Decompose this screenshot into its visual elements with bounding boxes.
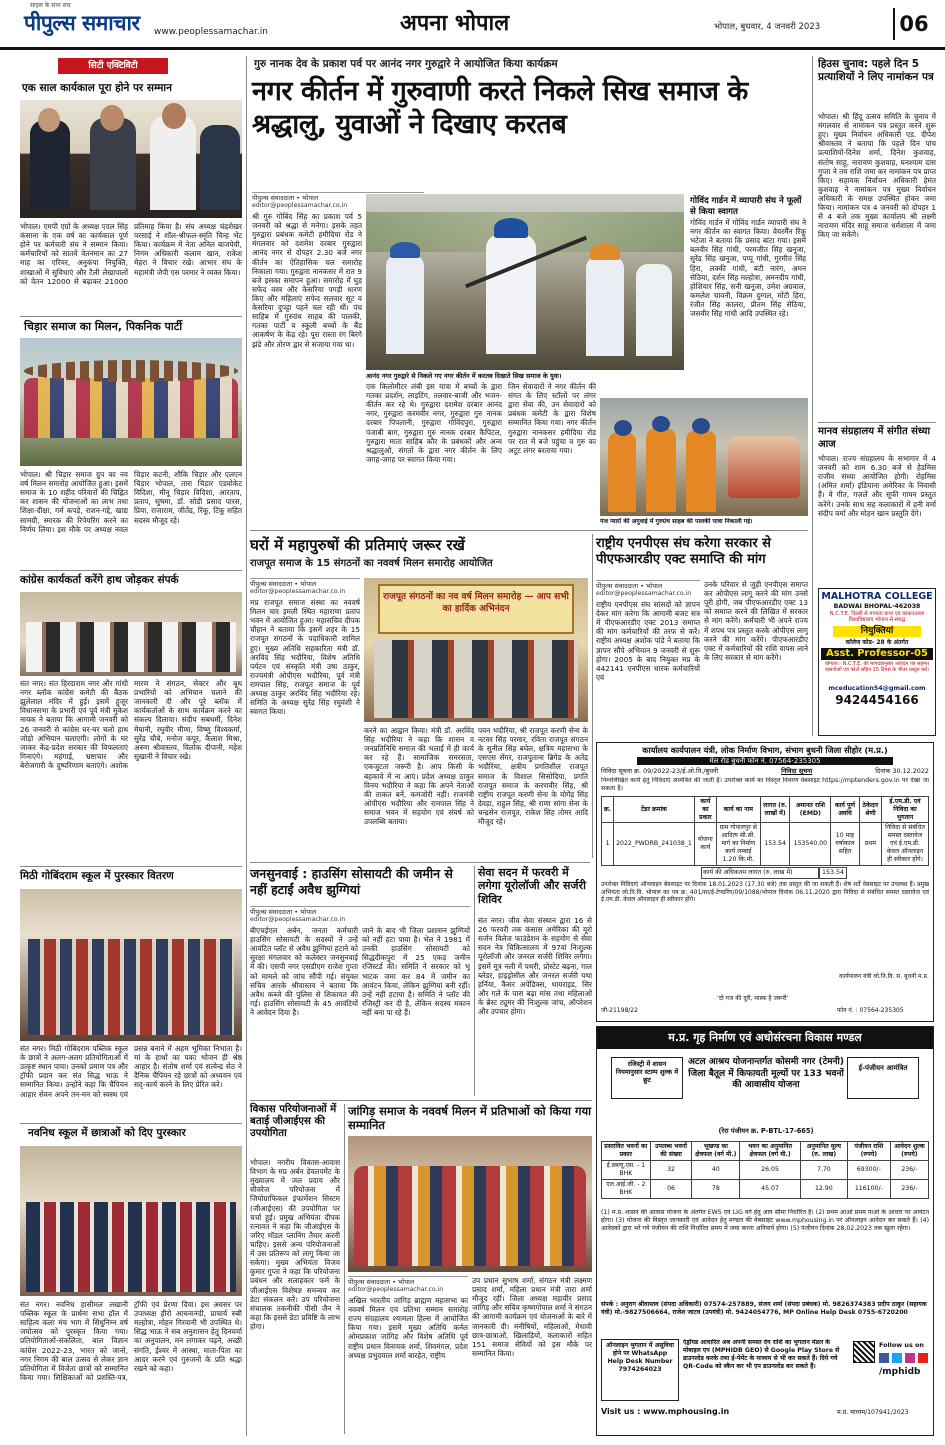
mphidb-app-note: एंड्रॉयड आधारित अब अपनी समस्त देय राशि का भुगतान मंडल के मोबाइल एप (MPHIDB GEO) से Google Play Store से डाउनलोड करके तथा ई-पेमेंट के माध्यम से भी कर सकते हैं। दिये गये QR-Code को स्कैन कर भी एप डाउनलोड कर सकते हैं। <box>683 1339 840 1370</box>
nps-headline: राष्ट्रीय एनपीएस संघ करेगा सरकार से पीएफआरडीए एक्ट समाप्ति की मांग <box>596 536 771 568</box>
pwd-table-cell: योजना कार्य <box>694 823 716 866</box>
mphidb-table-cell: 78 <box>692 1179 740 1198</box>
pwd-total-label: कार्य की अधिकतम लागत (रु. लाख में) <box>701 867 819 879</box>
dateline: भोपाल, बुधवार, 4 जनवरी 2023 <box>714 22 821 32</box>
malhotra-name: MALHOTRA COLLEGE <box>821 591 933 602</box>
pwd-date: दिनांक 30.12.2022 <box>875 767 929 776</box>
rajput-headline: घरों में महापुरुषों की प्रतिमाएं जरूर रखें <box>250 536 465 554</box>
mphidb-table-row <box>602 1179 929 1198</box>
malhotra-post: Asst. Professor-05 <box>821 648 933 661</box>
lead-photo-main <box>366 194 684 370</box>
pwd-column-header: कार्य पूर्ण अवधि <box>831 796 859 823</box>
pwd-notice-no: निविदा सूचना क्र. 09/2022-23/ई.ओ.पि./बुधनी <box>601 767 719 776</box>
pwd-sub: मेल रोड बुधनी फोन नं. 07564-235305 <box>637 757 893 766</box>
malhotra-need: नियुक्तियां <box>833 626 921 638</box>
pwd-column-header: क्र. <box>602 796 614 823</box>
mphidb-contact: संपर्क : अनुराग श्रीवास्तव (संपदा अधिकारी) 07574-257889, संजय शर्मा (संपदा प्रबंधक) मो. 9826374383 प्रदीप ठाकुर (सहायक यंत्री) मो.-9827506664, राजेश जाटव (उपयंत्री) मो. 9424054776, MP Online Help Desk 0755-6720200 <box>601 1301 927 1317</box>
manav-body: भोपाल। राज्य संग्रहालय के सभागार में 4 जनवरी को शाम 6.30 बजे से हेडमिस राजीव संध्या आयोजित होगी। रोहमिस (अमित शर्मा) इंडियाना अमेरिका के निवासी हैं। वे गीत, गज़लें और सूफी गायन प्रस्तुत करेंगे। उनके साथ सह कलाकारों में हनी वर्मा संदीप वर्मा और मोहन खान प्रस्तुति देंगे। <box>818 454 936 518</box>
malhotra-post-sub: योग्यता:- N.C.T.E. की मापदंडानुसार आवेदन पत्र सहमत दस्तावेजों एवं फोटो सहित 15 दिवस के भीतर प्रस्तुत करें। <box>824 661 930 674</box>
mphidb-qr <box>853 1341 875 1363</box>
pwd-column-header: टेंडर क्रमांक <box>614 796 695 823</box>
mphidb-column-header: अनुमानित मूल्य (रु. लाख) <box>800 1142 847 1161</box>
pwd-table-cell: प्रथम <box>859 823 881 866</box>
pwd-table-cell: निविदा से संबंधित समस्त दस्तावेज एवं ई.एम.डी. केवल ऑनलाइन ही स्वीकार होंगे। <box>882 823 929 866</box>
mphidb-table-cell: 40 <box>692 1160 740 1179</box>
mphidb-table-cell: 12.90 <box>800 1179 847 1198</box>
mphidb-rera: (रेरा पंजीयन क्र. P-BTL-17-665) <box>718 1127 814 1135</box>
mphidb-table-cell: 26.05 <box>740 1160 801 1179</box>
mphidb-column-header: भवन का अनुमानित क्षेत्रफल (वर्ग मी.) <box>740 1142 801 1161</box>
paper-logo: पीपुल्स समाचार <box>24 11 140 35</box>
lead-photo-procession-caption: पंज प्यारों की अगुवाई में गुरुग्रंथ साहब की पालकी यात्रा निकाली गई। <box>600 518 753 525</box>
rajput-col2: करने का आह्वान किया। मंत्री डॉ. अरविंद सिंह भदौरिया ने कहा कि शासन व जनप्रतिनिधि समाज की भलाई में ही कार्य कर रहे हैं। सामाजिक समरसता, एकजुटता जरूरी है। आप किसी के बहकावे में ना आएं। प्रदेश अध्यक्ष ठाकुर विनय भदौरिया ने कहा कि अपने नेताओं की ताकत बनें, कमजोरी नहीं। राजमंत्री ओपीएस भदौरिया और रामपाल सिंह ने समाज भवन में सहयोग एवं संघर्ष को उपलब्धि बताया। <box>364 726 474 827</box>
story4-photo <box>20 889 242 1041</box>
sewa-body: संत नगर। जीव सेवा संस्थान द्वारा 16 से 26 फरवरी तक कंसास अमेरिका की यूरो सर्जन विलेज फाउंडेशन के सहयोग से सेवा सदन नेत्र चिकित्सालय में 97वां निःशुल्क यूरोलॉजी और जनरल सर्जरी शिविर लगेगा। इसमें मूत्र नली में पथरी, प्रोस्टेट बढ़ना, गाल ब्लेडर, हाइड्रोसील और जनरल सर्जरी यथा हर्निया, कैंसर अपेंडिक्स, थायराइड, सिर और गले के पास बढ़ा मांस तथा महिलाओं के ब्रेस्ट ट्यूमर की निःशुल्क जांच, ऑपरेशन और उपचार होगा। <box>478 916 592 1017</box>
pwd-table-cell: 1 <box>602 823 614 866</box>
mphidb-table-cell: 45.07 <box>740 1179 801 1198</box>
story4-headline: मिठी गोबिंदराम स्कूल में पुरस्कार वितरण <box>20 870 174 882</box>
rajput-subhead: राजपूत समाज के 15 संगठनों का नववर्ष मिलन समारोह आयोजित <box>250 558 493 569</box>
paper-website: www.peoplessamachar.in <box>154 27 268 37</box>
jangid-email: editor@peoplessamachar.co.in <box>348 1286 444 1293</box>
mphidb-table-cell: 06 <box>650 1179 692 1198</box>
story3-photo <box>20 592 242 676</box>
masthead-small-note: साहस के साथ सच <box>30 2 71 9</box>
housing-email: editor@peoplessamachar.co.in <box>250 916 346 923</box>
mphidb-site[interactable]: Visit us : www.mphousing.in <box>601 1407 730 1416</box>
pwd-intro: निम्नलिखित कार्य हेतु निविदाएं आमंत्रित की जाती है। उपरोक्त कार्य का विस्तृत विवरण वेबसाइट https://mptenders.gov.in पर देखा जा सकता है। <box>601 776 929 792</box>
pwd-total-value: 153.54 <box>819 867 847 879</box>
mphidb-column-header: पंजीयन राशि (रुपये) <box>847 1142 890 1161</box>
lead-photo-main-caption: आनंद नगर गुरुद्वारे से निकले गए नगर कीर्तन में करतब दिखाते सिख समाज के युवा। <box>366 372 562 380</box>
pwd-table-row <box>602 823 929 866</box>
rajput-col1: मप्र राजपूत समाज संस्था का नववर्ष मिलन चार इमली स्थित महाराणा प्रताप भवन में आयोजित हुआ। महासचिव दीपक चौहान ने बताया कि इसमें शहर के 15 राजपूत संगठनों के पदाधिकारी शामिल हुए। मुख्य अतिथि सहकारिता मंत्री डॉ. अरविंद सिंह भदौरिया, विशेष अतिथि पर्यटन एवं संस्कृति मंत्री उषा ठाकुर, राज्यमंत्री ओपीएस भदौरिया, पूर्व मंत्री रामपाल सिंह, राजपूत समाज के पूर्व अध्यक्ष ठाकुर अरविंद सिंह भदौरिया रहे। समिति के अध्यक्ष सुरेंद्र सिंह रघुवंशी ने स्वागत किया। <box>250 598 360 717</box>
mphidb-table-cell: ई.डब्ल्यू.एस. - 1 BHK <box>602 1160 651 1179</box>
nps-col2: उनके परिवार से जुड़ी एनपीएस समाप्त कर ओपीएस लागू करने की मांग उनसे पूरी होगी, जब पीएफआरडीए एक्ट 13 को समाप्त करने की लिखित में सरकार से मांग करेंगे। कर्मचारी भी अपने राज्य में शपथ पत्र प्रस्तुत करके ओपीएस लागू करने की मांग करेंगे। पीएफआरडीए एक्ट में कर्मचारियों की राशि वापस लाने के लिए सरकार से मांग करेंगे। <box>704 580 808 662</box>
mphidb-left-box: रजिस्ट्री में शासन नियमानुसार स्टाम्प शुल्क में छूट <box>611 1057 683 1099</box>
pwd-table-cell: 153540.00 <box>790 823 831 866</box>
facebook-icon[interactable] <box>879 1353 889 1363</box>
pwd-footer: उपरोक्त निविदाएं ऑनलाइन बेवसाइट पर दिनांक 18.01.2023 (17.30 बजे) तक प्रस्तुत की जा सकती हैं। शेष शर्तें वेबसाइट पर उपलब्ध हैं। प्रमुख अभियंता लो.नि.वि. भोपाल का पत्र क्र. 401/सा/ई-टेण्डरिंग/09/1088/भोपाल दिनांक 06.11.2020 द्वारा निविदा से संबंधित समस्त दस्तावेज एवं ई.एम.डी. केवल ऑनलाइन ही स्वीकार होंगे। <box>601 881 929 904</box>
pwd-column-header: कार्य का प्रकार <box>694 796 716 823</box>
pwd-column-header: अमानत राशि (EMD) <box>790 796 831 823</box>
mphidb-ro: म.प्र. माध्यम/107941/2023 <box>837 1409 909 1416</box>
page-number: 06 <box>893 8 933 40</box>
vikas-body: भोपाल। नगरीय विकास-आवास विभाग के मप्र अर्बन डेवलपमेंट के मुख्यालय में जल प्रदाय और सीवरेज परियोजना में जियोग्राफिकल इंफार्मेशन सिस्टम (जीआईएस) की उपयोगिता पर चर्चा हुई। प्रमुख अभियंता दीपक रत्नावत ने कहा कि जीआईएस के जरिए मॉडल प्लानिंग तैयार करनी चाहिए। इससे अन्य परियोजनाओं में उस प्रतिरूप को लागू किया जा सकेगा। मुख्य अभियंता विजय कुमार गुप्ता ने कहा कि परियोजना प्रबंधन और सलाहकार फर्म के जीआईएस विशेषज्ञ समन्वय कर डेटा संकलन करें। उप परियोजना संचालक तकनीकी पीसी जैन ने कहा कि इससे डेटा प्रविष्टि के लाभ होगा। <box>250 1158 340 1331</box>
jangid-headline: जांगिड़ समाज के नववर्ष मिलन में प्रतिभाओं को किया गया सम्मानित <box>348 1104 592 1133</box>
mphidb-table <box>601 1141 929 1199</box>
nps-byline: पीपुल्स संवाददाता • भोपाल <box>596 580 700 590</box>
malhotra-need-sub: कॉलेज कोड- 28 के अंतर्गत <box>845 639 909 647</box>
mphidb-follow: Follow us on <box>879 1341 924 1349</box>
jangid-col1: अखिल भारतीय जांगिड़ ब्राह्मण महासभा का नववर्ष मिलन एवं प्रतिभा सम्मान समारोह राज्य संग्रहालय श्यामला हिल्स में आयोजित किया गया। इसमें मुख्य अतिथि कर्नल ओमप्रकाश जांगिड़ और विशेष अतिथि पूर्व राष्ट्रीय प्रधान विनायक शर्मा, शिवमंगल, प्रदेश अध्यक्ष प्रभुदयाल शर्मा बारहेत, राष्ट्रीय <box>348 1296 468 1360</box>
story3-body: संत नगर। संत हिरदाराम नगर और गांधी नगर ब्लॉक कांग्रेस कमेटी की बैठक झूलेलाल मंदिर में हुई। इसमें हुजूर विधानसभा के प्रभारी एवं पूर्व मंत्री मुकेश नायक ने बताया कि आगामी जनवरी को 26 जनवरी से कांग्रेस घर-घर चलो हाथ जोड़ो अभियान चलाएगी। लोगों के घर जाकर केंद्र-प्रदेश सरकार की विफलताएं गिनाएंगे। महंगाई, भ्रष्टाचार और बेरोजगारी के दुष्परिणाम बताएंगे। अशोक मारण ने संगठन, सेक्टर और बूथ प्रभारियों को अभियान चलाने की जानकारी दी और पूरे ब्लॉक में कार्यकर्ताओं के साथ कार्यक्रम करने का संकल्प दिलाया। संदीप सबधर्मी, दिनेश मेघानी, रघुवीर मीणा, विष्णु विश्वकर्मा, सुरेंद्र चौबे, मनोज कपूर, कैलाश मिश्रा, अरुण श्रीवास्तव, विलोक दीपानी, महेश सुखानी ने विचार रखे। <box>20 679 242 770</box>
hics-headline: हिउस चुनाव: पहले दिन 5 प्रत्याशियों ने लिए नामांकन पत्र <box>818 58 934 84</box>
mphidb-table-cell: 7.70 <box>800 1160 847 1179</box>
malhotra-address: BADWAI BHOPAL-462038 <box>833 603 921 611</box>
pwd-ro: जी-21198/22 <box>601 1007 638 1014</box>
pwd-column-header: ई.एम.डी. एवं निविदा का भुगतान <box>882 796 929 823</box>
vikas-headline: विकास परियोजनाओं में बताई जीआईएस की उपयोगिता <box>250 1104 337 1140</box>
story3-headline: कांग्रेस कार्यकर्ता करेंगे हाथ जोड़कर संपर्क <box>20 574 179 586</box>
instagram-icon[interactable] <box>905 1353 915 1363</box>
pwd-tender-ad <box>596 742 934 1022</box>
pwd-column-header: लागत (रु. लाखों में) <box>760 796 790 823</box>
mphidb-whatsapp: ऑनलाइन भुगतान में असुविधा होने पर WhatsApp Help Desk Number 7974264023 <box>601 1339 679 1401</box>
pwd-table-cell: 10 माह वर्षाकाल सहित <box>831 823 859 866</box>
pwd-fax: फोन नं. : 07564-235305 <box>837 1007 904 1014</box>
mphidb-column-header: भूखण्ड का क्षेत्रफल (वर्ग मी.) <box>692 1142 740 1161</box>
rajput-email: editor@peoplessamachar.co.in <box>250 588 346 595</box>
pwd-signature: कार्यपालन यंत्री लो.नि.वि. स. बुधनी म.प्र. <box>839 973 929 980</box>
lead-photo-procession <box>600 398 808 516</box>
mphidb-table-cell: एल.आई.जी. - 2 BHK <box>602 1179 651 1198</box>
lead-headline: नगर कीर्तन में गुरुवाणी करते निकले सिख समाज के श्रद्धालु, युवाओं ने दिखाए करतब <box>252 76 748 140</box>
rajput-photo <box>364 578 588 722</box>
pwd-table-cell: ग्राम गोपालपुर से आदित्य सी.सी. मार्ग का निर्माण कार्य लम्बाई 1.20 कि.मी. <box>716 823 760 866</box>
story1-headline: एक साल कार्यकाल पूरा होने पर सम्मान <box>22 82 172 94</box>
section-title: अपना भोपाल <box>400 11 510 36</box>
pwd-slogan: ‘दो गज की दूरी, मास्क है जरूरी’ <box>717 995 789 1002</box>
mphidb-column-header: उपलब्ध भवनों की संख्या <box>650 1142 692 1161</box>
pwd-title: कार्यालय कार्यपालन यंत्री, लोक निर्माण विभाग, संभाग बुधनी जिला सीहोर (म.प्र.) <box>642 745 888 755</box>
mphidb-org: म.प्र. गृह निर्माण एवं अधोसंरचना विकास मण्डल <box>597 1027 933 1049</box>
manav-headline: मानव संग्रहालय में संगीत संध्या आज <box>818 426 931 450</box>
malhotra-note: N.C.T.E. दिल्ली से मान्यता प्राप्त एवं बरकतउल्ला विश्वविद्यालय भोपाल से संबद्ध <box>829 611 925 624</box>
sewa-headline: सेवा सदन में फरवरी में लगेगा यूरोलॉजी और सर्जरी शिविर <box>478 866 586 906</box>
rajput-byline: पीपुल्स संवाददाता • भोपाल <box>250 578 360 588</box>
jangid-photo <box>348 1136 592 1272</box>
story2-body: भोपाल। श्री चिड़ार समाज ग्रुप का नव वर्ष मिलन समारोह आयोजित हुआ। इसमें समाज के 10 शहीद परिवारों की चिह्नित कर शासन की योजनाओं का लाभ तथा शिक्षा-दीक्षा, गर्म कपड़े, राशन-गद्दे, खाद्य सामग्री, स्मारक की रिपेयरिंग करने का निर्णय लिया। इस मौके पर अध्यक्ष नवल चिड़ार कटनी, शौकि चिड़ार और एलएन चिड़ार भोपाल, तारा चिड़ार एडवोकेट विदिशा, मीनू चिड़ार विदिशा, आरताप, प्रताप, सुषमा, डॉ. सोडी प्रसाद पारस, प्रिया, राजाराम, जीतेंद्र, रिंकू, टिंकू सहित सदस्य मौजूद रहे। <box>20 470 242 534</box>
lead-col2: एक किलोमीटर लंबी इस यात्रा में बच्चों के द्वारा गतका प्रदर्शन, लाइटिंग, तलवार-बाजी और भजन-कीर्तन कर रहे थे। गुरुद्वारा दशमेश दरबार आनंद नगर, गुरुद्वारा करमवीर नगर, गुरुद्वारा गुरु नानक दरबार पिपलानी, गुरुद्वारा गोविंदपुरा, गुरुद्वारा पंजाबी बाग, गुरुद्वारा गुरु नानक दरबार कैपिटल, गुरुद्वारा माता साहिब कौर के प्रबंधकों और अन्य श्रद्धालुओं, संगतों के द्वारा नगर कीर्तन के लिए जगह-जगह पर स्वागत किया गया। <box>366 382 502 464</box>
social-icons <box>879 1353 928 1363</box>
story2-headline: चिड़ार समाज का मिलन, पिकनिक पार्टी <box>24 320 183 333</box>
mphidb-table-cell: 32 <box>650 1160 692 1179</box>
housing-byline: पीपुल्स संवाददाता • भोपाल <box>250 906 470 916</box>
lead-kicker: गुरु नानक देव के प्रकाश पर्व पर आनंद नगर गुरुद्वारे ने आयोजित किया कार्यक्रम <box>254 58 558 70</box>
mphidb-scheme: अटल आश्रय योजनान्तर्गत कोसमी नगर (टेमनी) जिला बैतूल में किफायती मूल्यों पर 133 भवनों की आवासीय योजना <box>688 1057 844 1091</box>
mphidb-ad <box>596 1026 934 1436</box>
mphidb-table-cell: 116100/- <box>847 1179 890 1198</box>
story1-body: भोपाल। एमपी एग्रो के अध्यक्ष एदल सिंह कंसाना के एक वर्ष का कार्यकाल पूर्ण होने पर कर्मचारी संघ ने सम्मान किया। कर्मचारियों को सातवें वेतनमान का 27 माह का एरियर, अनुकंपा नियुक्ति, शाखाओं में सुविधाएं और टैली लेखापालों को वेतन 12000 से बढ़ाकर 21000 प्रतिमाह किया है। संघ अध्यक्ष चंद्रशेखर परसाई ने शॉल-श्रीफल-स्मृति चिन्ह भेंट किया। कार्यक्रम में नेता अनिल बाजपेयी, निगम अधिकारी कलाम खान, राकेश मेहरा ने विचार रखे। आभार संघ के महामंत्री जेपी एस परमार ने व्यक्त किया। <box>20 222 242 286</box>
lead-col3: जिन सेवादारों ने नगर कीर्तन की संगत के लिए स्टॉलों पर लंगर द्वारा सेवा की, उन सेवादारों को प्रबंधक कमेटी के द्वारा विशेष सम्मानित किया गया। नगर कीर्तन गुरुद्वारा नानकसर हमीदिया रोड पर रात में बजे पहुंचा व गुरु का अटूट लंगर बरताया गया। <box>508 382 596 455</box>
lead-email: editor@peoplessamachar.co.in <box>252 202 348 209</box>
rajput-banner: राजपूत संगठनों का नव वर्ष मिलन समारोह — आप सभी का हार्दिक अभिनंदन <box>378 584 574 634</box>
story5-photo <box>20 1146 242 1296</box>
nps-email: editor@peoplessamachar.co.in <box>596 590 692 597</box>
rajput-col3: पवन भदौरिया, श्री राजपूत करणी सेना के नटवर सिंह परमार, रविता राजपूत संगठन के सुनील सिंह बघेल, क्षत्रिय महासभा के एसएस सेंगर, राजपुताना ब्रिगेड के अतेंद्र भदौरिया, क्षत्रीय प्रगतिशील राजपूत समाज के विशाल सिसोदिया, प्रगति राजपूत समाज के करणवीर सिंह, श्री राष्ट्रीय राजपूत करणी सेना के योगेंद्र सिंह देवड़ा, राहुल सिंह, श्री राणा सांगा सेना के चन्द्रसेन राजपूत, राकेश सिंह तोमर आदि मौजूद रहे। <box>478 726 588 827</box>
pwd-table <box>601 796 929 867</box>
housing-headline: जनसुनवाई : हाउसिंग सोसायटी की जमीन से नहीं हटाईं अवैध झुग्गियां <box>250 866 453 897</box>
pwd-column-header: ठेकेदार श्रेणी <box>859 796 881 823</box>
housing-col2: जाने के बाद भी जिला प्रशासन झुग्गियों को नहीं हटा पाया है। भेल ने 1981 में उनकी हाउसिंग सोसायटी को सिद्धदीकपुरा में 25 एकड़ जमीन रजिस्टर्ड की। समिति ने सरकार को भू भाटक जमा कर 84 में जमीन का आवंटन किया, लेकिन झुग्गियां बनी रहीं। उन्हें नहीं हटाया है। समिति ने प्लॉट की रजिस्ट्री कर दी है, लेकिन सदस्य मकान नहीं बना पा रहे हैं। <box>362 926 470 1017</box>
jangid-col2: उप प्रधान सुभाष शर्मा, संगठन मंत्री लक्ष्मण प्रसाद शर्मा, महिला प्रधान मंत्री तारा शर्मा मौजूद रहीं। जिला अध्यक्ष महावीर प्रसाद जांगिड़ और सचिव कृष्णगोपाल शर्मा ने संगठन की आगामी कार्यक्रम एवं योजनाओं के बारे में जानकारी दी। मनीषियों, महिलाओं, मेधावी छात्र-छात्राओं, खिलाड़ियों, कलाकारों सहित 151 समाज सेवियों को इस मौके पर सम्मानित किया। <box>472 1276 592 1358</box>
story2-photo <box>20 338 242 466</box>
story5-body: संत नगर। नवनिध हासीमल लखानी पब्लिक स्कूल के प्रार्थना सभा हॉल में साहित्य कला मंच भाग में सिंधुनिम्न वर्ष जयोत्सव को पुरस्कृत किया गया। प्रतियोगिताओं-संकलिता, बाल विज्ञान कांग्रेस 2022-23, भारत को जानो, नगर निगम की बाल उत्सव से लेकर ज्ञान प्रतियोगिता में विजेता छात्रों को सम्मानित किया गया। सिक्षिकाओं को प्रशस्ति-पत्र, ट्रॉफी एवं प्रेरणा दिया। इस अवसर पर उपाध्यक्ष हीरो आचनानंदी, प्राचार्य रुबी मल्होत्रा, मोहन गिरवानी भी उपस्थित थे। सिद्ध भाऊ ने सब अनुशासन हेतु दिनचर्या का अनुपालन, मन लगाकर पढ़ने, अच्छी संगति, ईश्वर में आस्था, माता-पिता का आदर करने एवं गुरुजनों के प्रति श्रद्धा रखने को कहा। <box>20 1300 242 1382</box>
mphidb-column-header: आवेदन शुल्क (रुपये) <box>890 1142 928 1161</box>
city-activity-tag: सिटी एक्टिविटी <box>58 58 168 74</box>
pwd-table-cell: 153.54 <box>760 823 790 866</box>
pwd-tag: निविदा सूचना <box>781 767 813 776</box>
lead-side-body: गोविंद गार्डन में गोविंद गार्डन व्यापारी संघ ने नगर कीर्तन का स्वागत किया। वेयरर्मैन रिंकू भटेजा ने बताया कि प्रसाद बांटा गया। इसमें बलवीर सिंह गांधी, परमजीत सिंह खनूजा, सुरेंद्र सिंह खनूजा, पप्पू गांधी, गुरमीत सिंह हिरा, लक्की गांधी, बंटी नारंग, अमन सेठिया, दर्शन सिंह मल्होत्रा, अमनदीप गांधी, होशियार सिंह, सनी खनूजा, उमेश अग्रवाल, कमलेश चावनी, विक्रम दुग्गल, मोंटी हिरा, रंजीत सिंह कालरा, प्रीतम सिंह सेठिया, जसवीर सिंह गांधी आदि उपस्थित रहे। <box>690 218 806 319</box>
youtube-icon[interactable] <box>918 1353 928 1363</box>
pwd-column-header: कार्य का नाम <box>716 796 760 823</box>
pwd-table-cell: 2022_PWDRB_241038_1 <box>614 823 695 866</box>
story4-body: संत नगर। मिठी गोबिंदराम पब्लिक स्कूल के छात्रों ने अलग-अलग प्रतियोगिताओं में उत्कृष्ट स्थान पाया। उनको प्रमाण पत्र और ट्रॉफी प्रदान कर संत सिद्ध भाऊ ने सम्मानित किया। उन्होंने कहा कि चैंपियन आहार सेवन अपने तन-मन को स्वस्थ एवं प्रसन्न बनाने में अहम भूमिका निभाता है। मां के हाथों का पका भोजन ही श्रेष्ठ आहार है। संतोष शर्मा एवं सत्येन्द्र सेठ ने दैनिक चैंपियन रहे छात्रों को अध्ययन एवं सद्-कार्य करने के लिए प्रेरित करे। <box>20 1044 242 1099</box>
lead-side-headline: गोविंद गार्डन में व्यापारी संघ ने फूलों से किया स्वागत <box>690 196 802 217</box>
mphidb-table-cell: 69300/- <box>847 1160 890 1179</box>
mphidb-handle[interactable]: /mphidb <box>879 1367 921 1377</box>
malhotra-college-ad <box>818 588 936 736</box>
mphidb-column-header: प्रस्तावित भवनों का प्रकार <box>602 1142 651 1161</box>
mphidb-right-box: ई-पंजीयन आमंत्रित <box>847 1057 919 1099</box>
nps-col1: राष्ट्रीय एनपीएस संघ सांसदों को ज्ञापन देकर मांग करेगा कि आगामी बजट सत्र में पीएफआरडीए एक्ट 2013 समाप्त की मांग कर्मचारियों की तरफ से करें। राष्ट्रीय अध्यक्ष अशोक पांडे ने बताया कि ज्ञापन सौंपे अभियान 9 जनवरी से शुरू होगा। 2005 के बाद नियुक्त मप्र के 442141 एनपीएस धारक कर्मचारियों एवं <box>596 600 700 682</box>
mphidb-table-cell: 236/- <box>890 1179 928 1198</box>
mphidb-table-cell: 236/- <box>890 1160 928 1179</box>
hics-body: भोपाल। श्री हिंदू उत्सव समिति के चुनाव में मंगलवार से नामांकन पत्र प्रस्तुत करने शुरू हुए। मुख्य निर्वाचन अधिकारी एड. दीपेश श्रीवास्तव ने बताया कि पहले दिन पांच प्रत्याशियों-दिनेश शर्मा, दिनेश कुशवाह, संतोष साहू, नारायण कुशवाह, घनश्याम दास गुप्ता ने तय राशि जमा कर नामांकन पत्र प्राप्त किए। सहायक निर्वाचन अधिकारी हेमंत कुशवाह ने नामांकन पत्र मुख्य निर्वाचन अधिकारी के समक्ष उपस्थित होकर जमा किया। नामांकन पत्र 4 जनवरी को दोपहर 1 से 4 बजे तक मुख्य कार्यालय श्री लक्ष्मी नारायण मंदिर साहू समाज धर्मशाला में जमा किए जा सकेंगे। <box>818 112 936 240</box>
mphidb-table-row <box>602 1160 929 1179</box>
lead-col1: श्री गुरु गोबिंद सिंह का प्रकाश पर्व 5 जनवरी को श्रद्धा से मनेगा। इसके तहत गुरुद्वारा प्रबंधक कमेटी हमीदिया रोड ने मंगलवार को दशमेश दरबार गुरुद्वारा आनंद नगर से दोपहर 2.30 बजे नगर कीर्तन का ऐतिहासिक चल समारोह निकाला गया। गुरुद्वारा नानकसर में रात 9 बजे इसका समापन हुआ। समारोह में घुड़ सफेद वस्त्र और केसरिया पगड़ी धारण किए और महिलाएं सफेद सलवार सूट व केसरिया दुपट्टा पहने चल रही थीं। पंच साहिब में गुरुग्रंथ साहब की पालकी, गतका पार्टी व स्कूली बच्चों के बैंड आकर्षण के केंद्र रहे। पूरा रास्ता रंग बिरंगे झंडे और तोरण द्वार से सजाया गया था। <box>252 212 362 349</box>
lead-byline: पीपुल्स संवाददाता • भोपाल <box>252 192 424 202</box>
housing-col1: बीएचईएल अर्बन, जनता कर्मचारी हाउसिंग सोसायटी के सदस्यों ने उन्हें आवंटित प्लॉट से अवैध झुग्गियां हटाने को सुरक्षा मंगलवार को कलेक्टर जनसुनवाई में की। एसपी नगर एसडीएम राजेश गुप्ता को मामले को जांच सौंपी गई। संयुक्त सचिव आरके श्रीवास्तव ने बताया कि अवैध कब्जे की पुलिस से शिकायत की गई। हाउसिंग सोसायटी के 45 आवंटियों ने आवेदन दिया है। <box>250 926 358 1017</box>
jangid-byline: पीपुल्स संवाददाता • भोपाल <box>348 1276 468 1286</box>
story1-photo <box>20 100 242 218</box>
malhotra-phone: 9424454166 <box>835 693 919 708</box>
twitter-icon[interactable] <box>892 1353 902 1363</box>
story5-headline: नवनिध स्कूल में छात्राओं को दिए पुरस्कार <box>28 1127 186 1139</box>
malhotra-email: mceducation54@gmail.com <box>828 685 926 693</box>
mphidb-terms: (1) म.प्र. शासन की आवास योजना के अंतर्गत EWS एवं LIG वर्ग हेतु आय सीमा निर्धारित है। (2) प्रथम आओ प्रथम पाओ के आधार पर आवंटन होगा। (3) योजना की विस्तृत जानकारी एवं आवेदन हेतु मण्डल की वेबसाइट www.mphousing.in पर ऑनलाइन आवेदन कर सकते हैं। (4) आवेदकों द्वारा भरे गये पंजीयन की राशि निर्धारित समय में जमा करना अनिवार्य होगा। (5) पंजीयन दिनांक 28.02.2023 तक खुला रहेगा। <box>601 1209 929 1232</box>
masthead <box>0 0 945 50</box>
